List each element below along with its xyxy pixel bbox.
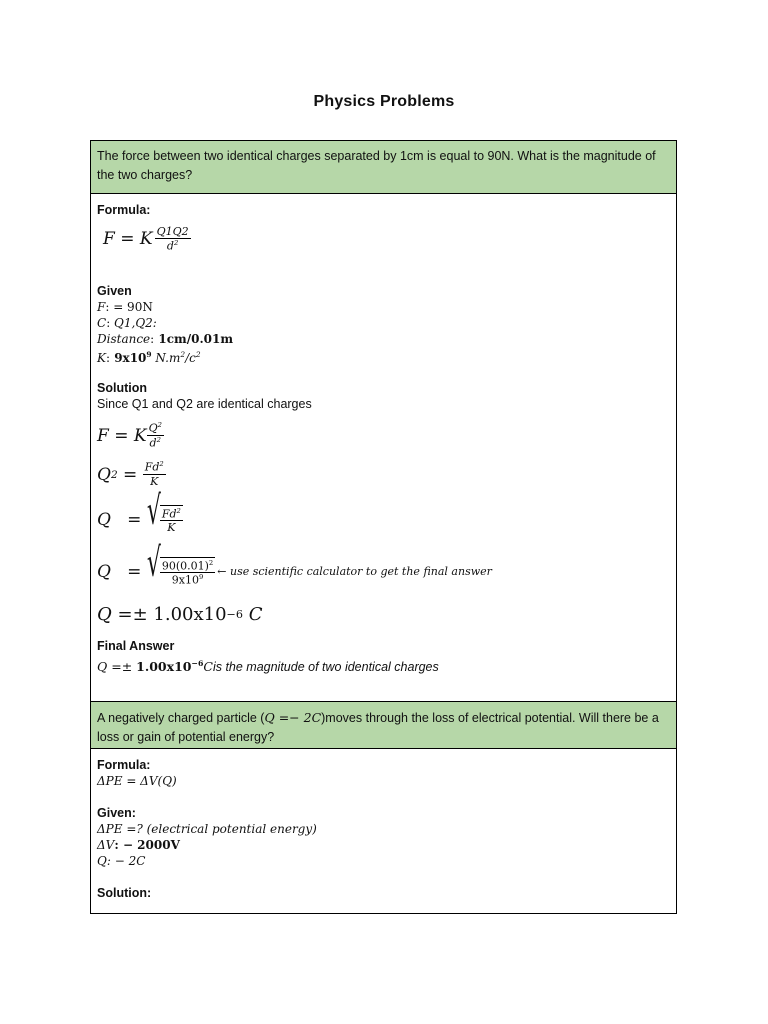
solution-step-5: Q =± 1.00x10 −6 C	[97, 604, 263, 626]
calculator-note: ← use scientific calculator to get the final answer	[217, 565, 492, 579]
problem-1-question: The force between two identical charges separated by 1cm is equal to 90N. What is the magnitude of the two charges?	[91, 141, 676, 194]
step-1-fraction: $\frac{Q^2}{d^2}$	[148, 421, 162, 450]
problem-2-body	[91, 749, 676, 913]
formula-denominator: d	[166, 239, 174, 253]
formula-label-2: Formula:	[97, 758, 151, 772]
solution-intro: Since Q1 and Q2 are identical charges	[97, 396, 312, 411]
formula-equation	[103, 221, 670, 257]
problem-1-body	[91, 194, 676, 702]
solution-step-1: F = K $\frac{Q^2}{d^2}$	[97, 421, 162, 450]
given-2-voltage: ΔV: − 2000V	[97, 838, 180, 852]
given-label-2: Given:	[97, 806, 136, 820]
final-answer-label: Final Answer	[97, 638, 175, 653]
given-distance: Distance: 1cm/0.01m	[97, 332, 234, 346]
formula-eq: =	[120, 229, 135, 249]
formula-2: ΔPE = ΔV(Q)	[97, 774, 177, 788]
page-title: Physics Problems	[313, 93, 455, 110]
given-force: F: = 90N	[97, 300, 153, 314]
problem-2-question: A negatively charged particle (Q =− 2C)moves through the loss of electrical potential. Will there be a loss or gain of potential energy?	[91, 702, 676, 749]
solution-step-3: Q = √ $\frac{Fd^2}{K}$	[97, 496, 670, 544]
step-3-radical: √ $\frac{Fd^2}{K}$	[147, 505, 183, 535]
formula-numerator: Q1Q2	[156, 224, 189, 238]
solution-label-2: Solution:	[97, 886, 152, 900]
final-answer: $Q =\pm 1.00x10^{-6}Cis$ the magnitude of two identical charges	[97, 658, 439, 674]
given-2-charge: Q: − 2C	[97, 854, 146, 868]
formula-den-exponent: 2	[173, 238, 179, 247]
formula-lhs: F	[103, 229, 115, 249]
given-label: Given	[97, 284, 132, 298]
given-constant: K: $9x10^9$ $N.m^2/c^2$	[97, 350, 201, 365]
formula-k: K	[139, 229, 153, 249]
solution-label: Solution	[97, 380, 147, 395]
formula-fraction	[155, 226, 191, 253]
given-charges: C: Q1,Q2:	[97, 316, 157, 330]
problems-table	[90, 140, 677, 914]
solution-step-4: Q = √ $\frac{90(0.01)^2}{9x10^9}$ ← use scientific calculator to get the final answer	[97, 546, 670, 598]
step-2-fraction: $\frac{Fd^2}{K}$	[144, 460, 164, 488]
radical-sign: √	[146, 541, 161, 587]
step-4-radical: √ $\frac{90(0.01)^2}{9x10^9}$	[147, 557, 215, 587]
formula-label: Formula:	[97, 203, 151, 217]
solution-step-2: Q 2 = $\frac{Fd^2}{K}$	[97, 460, 164, 488]
radical-sign: √	[146, 489, 161, 535]
given-2-energy: ΔPE =? (electrical potential energy)	[97, 822, 317, 836]
